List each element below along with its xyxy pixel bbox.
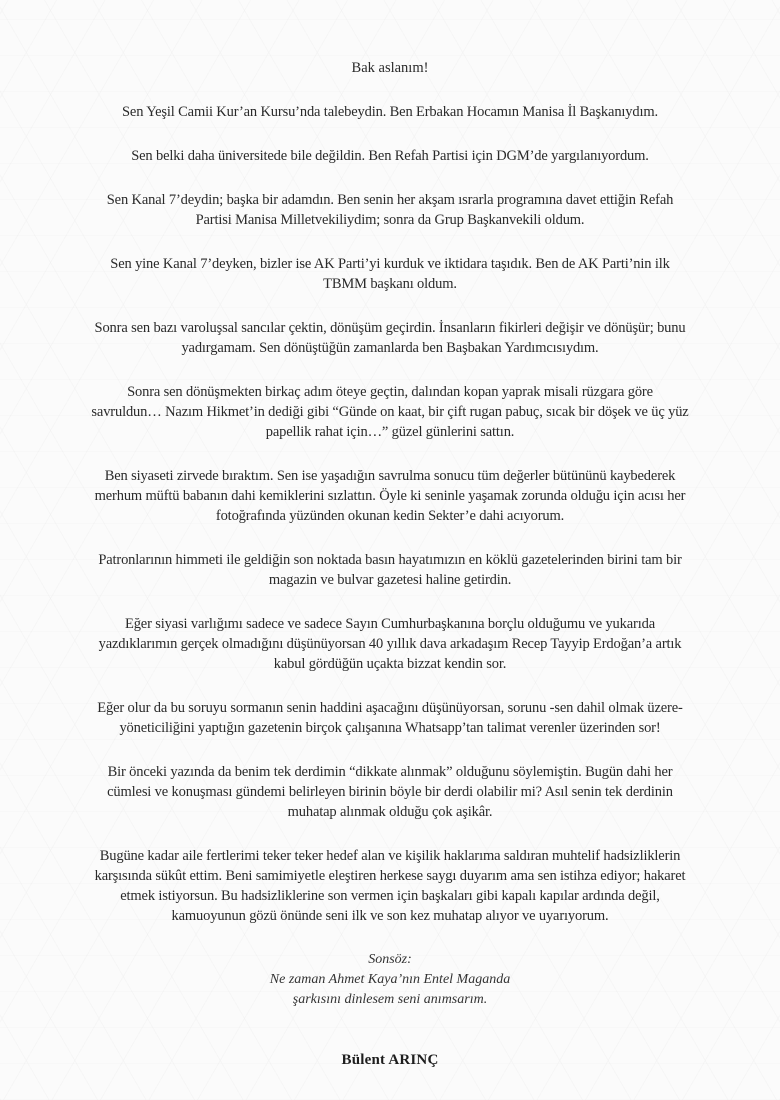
paragraph-5 — [40, 318, 740, 358]
paragraph-8 — [40, 550, 740, 590]
paragraph-1 — [40, 102, 740, 122]
paragraph-line: papellik rahat için…” güzel günlerini sattın. — [265, 424, 515, 440]
postscript-line: Ne zaman Ahmet Kaya’nın Entel Maganda — [269, 972, 511, 987]
paragraph-line: yadırgamam. Sen dönüştüğün zamanlarda ben Başbakan Yardımcısıydım. — [181, 340, 599, 356]
paragraph-line: Sen Kanal 7’deydin; başka bir adamdın. Ben senin her akşam ısrarla programına davet ettiğin Refah — [106, 192, 674, 208]
paragraph-line: Eğer olur da bu soruyu sormanın senin haddini aşacağını düşünüyorsan, sorunu -sen dahil olmak üzere- — [97, 700, 683, 716]
paragraph-12 — [40, 846, 740, 926]
paragraph-10 — [40, 698, 740, 738]
paragraph-2 — [40, 146, 740, 166]
paragraph-11 — [40, 762, 740, 822]
paragraph-line: etmek istiyorsun. Bu hadsizliklerine son vermen için başkaları gibi kapalı kapılar ardında değil, — [120, 888, 660, 904]
paragraph-line: Ben siyaseti zirvede bıraktım. Sen ise yaşadığın savrulma sonucu tüm değerler bütününü kaybederek — [104, 468, 676, 484]
paragraph-6 — [40, 382, 740, 442]
paragraph-line: Sen belki daha üniversitede bile değildin. Ben Refah Partisi için DGM’de yargılanıyordum. — [131, 148, 649, 164]
paragraph-9 — [40, 614, 740, 674]
paragraph-line: yazdıklarımın gerçek olmadığını düşünüyorsan 40 yıllık dava arkadaşım Recep Tayyip Erdoğan’a artık — [98, 636, 682, 652]
paragraph-line: Bir önceki yazında da benim tek derdimin “dikkate alınmak” olduğunu söylemiştin. Bugün dahi her — [107, 764, 673, 780]
paragraph-line: Bugüne kadar aile fertlerimi teker teker hedef alan ve kişilik haklarıma saldıran muhtelif hadsizliklerin — [99, 848, 681, 864]
paragraph-7 — [40, 466, 740, 526]
paragraph-line: magazin ve bulvar gazetesi haline getirdin. — [268, 572, 512, 588]
paragraph-line: Patronlarının himmeti ile geldiğin son noktada basın hayatımızın en köklü gazetelerinden birini tam bir — [98, 552, 682, 568]
paragraph-3 — [40, 190, 740, 230]
paragraph-line: Sen yine Kanal 7’deyken, bizler ise AK Parti’yi kurduk ve iktidara taşıdık. Ben de AK Parti’nin ilk — [110, 256, 670, 272]
paragraph-line: TBMM başkanı oldum. — [323, 276, 457, 292]
postscript-title: Sonsöz: — [368, 952, 412, 967]
paragraph-line: Sonra sen dönüşmekten birkaç adım öteye geçtin, dalından kopan yaprak misali rüzgara göre — [127, 384, 653, 400]
paragraph-line: savruldun… Nazım Hikmet’in dediği gibi “Günde on kaat, bir çift rugan pabuç, sıcak bir döşek ve üç yüz — [91, 404, 689, 420]
paragraph-line: cümlesi ve konuşması gündemi belirleyen birinin böyle bir derdi olabilir mi? Asıl senin tek derdinin — [107, 784, 673, 800]
paragraph-line: merhum müftü babanın dahi kemiklerini sızlattın. Öyle ki seninle yaşamak zorunda olduğu için acısı her — [94, 488, 686, 504]
author-signature: Bülent ARINÇ — [341, 1052, 439, 1068]
postscript-line: şarkısını dinlesem seni anımsarım. — [292, 992, 488, 1007]
paragraph-line: muhatap alınmak olduğu çok aşikâr. — [287, 804, 493, 820]
paragraph-line: kamuoyunun gözü önünde seni ilk ve son kez muhatap alıyor ve uyarıyorum. — [171, 908, 609, 924]
paragraph-line: yöneticiliğini yaptığın gazetenin birçok çalışanına Whatsapp’tan talimat verenler üzerinden sor! — [119, 720, 661, 736]
paragraph-line: kabul gördüğün uçakta bizzat kendin sor. — [273, 656, 507, 672]
paragraph-line: Sen Yeşil Camii Kur’an Kursu’nda talebeydin. Ben Erbakan Hocamın Manisa İl Başkanıydım. — [122, 104, 658, 120]
postscript — [40, 950, 740, 1010]
paragraph-line: Eğer siyasi varlığımı sadece ve sadece Sayın Cumhurbaşkanına borçlu olduğumu ve yukarıda — [125, 616, 655, 632]
paragraph-line: Partisi Manisa Milletvekiliydim; sonra da Grup Başkanvekili oldum. — [195, 212, 585, 228]
paragraph-line: fotoğrafında yüzünden okunan kedin Sekter’e dahi acıyorum. — [215, 508, 565, 524]
paragraph-4 — [40, 254, 740, 294]
paragraph-line: Sonra sen bazı varoluşsal sancılar çektin, dönüşüm geçirdin. İnsanların fikirleri değişir ve dönüşür; bunu — [94, 320, 686, 336]
paragraph-line: karşısında sükût ettim. Beni samimiyetle eleştiren herkese saygı duyarım ama sen istihza ediyor; hakaret — [94, 868, 686, 884]
letter-greeting: Bak aslanım! — [351, 60, 429, 76]
